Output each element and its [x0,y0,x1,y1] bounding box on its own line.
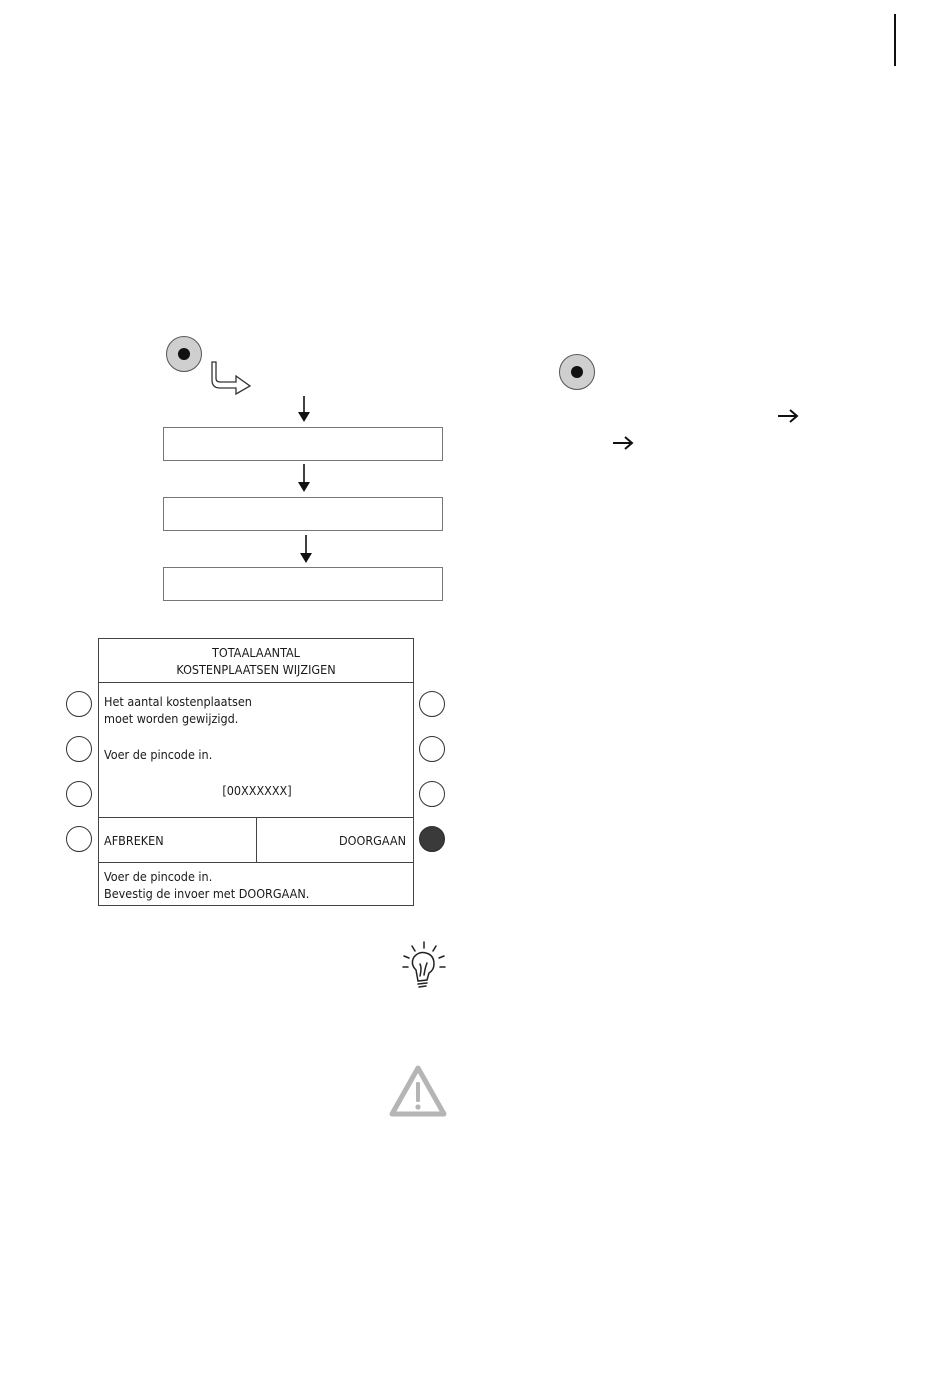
enter-arrow-icon [210,360,254,396]
display-screen [98,638,414,906]
softkey-divider [256,818,257,862]
right-side-button-4-active[interactable] [419,826,445,852]
screen-title-line-2: KOSTENPLAATSEN WIJZIGEN [176,662,336,677]
softkey-continue[interactable]: DOORGAAN [338,833,406,848]
right-side-button-3[interactable] [419,781,445,807]
menu-button-icon[interactable] [559,354,595,390]
screen-hint [104,868,309,902]
left-side-button-4[interactable] [66,826,92,852]
down-arrow-icon [297,464,311,494]
softkey-abort[interactable]: AFBREKEN [104,833,164,848]
warning-triangle-icon [388,1064,448,1118]
screen-hint-line-1: Voer de pincode in. [104,869,213,884]
left-side-button-2[interactable] [66,736,92,762]
left-side-button-3[interactable] [66,781,92,807]
screen-title [99,639,413,683]
screen-message-line-2: moet worden gewijzigd. [104,711,239,726]
softkey-row [99,817,413,863]
flow-step-box-3 [163,567,443,601]
menu-button-dot [178,348,190,360]
right-side-button-1[interactable] [419,691,445,717]
screen-hint-line-2: Bevestig de invoer met DOORGAAN. [104,886,310,901]
down-arrow-icon [299,535,313,565]
right-side-button-2[interactable] [419,736,445,762]
page-edge-marker [894,14,896,66]
down-arrow-icon [297,396,311,424]
right-arrow-icon [776,408,802,424]
left-side-button-1[interactable] [66,691,92,717]
pin-input-field[interactable]: [00XXXXXX] [222,783,292,798]
screen-message-line-1: Het aantal kostenplaatsen [104,694,252,709]
flow-step-box-1 [163,427,443,461]
right-arrow-icon [611,435,637,451]
menu-button-dot [571,366,583,378]
flow-step-box-2 [163,497,443,531]
lightbulb-tip-icon [398,940,450,992]
screen-title-line-1: TOTAALAANTAL [212,645,300,660]
screen-message [104,693,252,727]
menu-button-icon[interactable] [166,336,202,372]
screen-prompt: Voer de pincode in. [104,747,213,762]
